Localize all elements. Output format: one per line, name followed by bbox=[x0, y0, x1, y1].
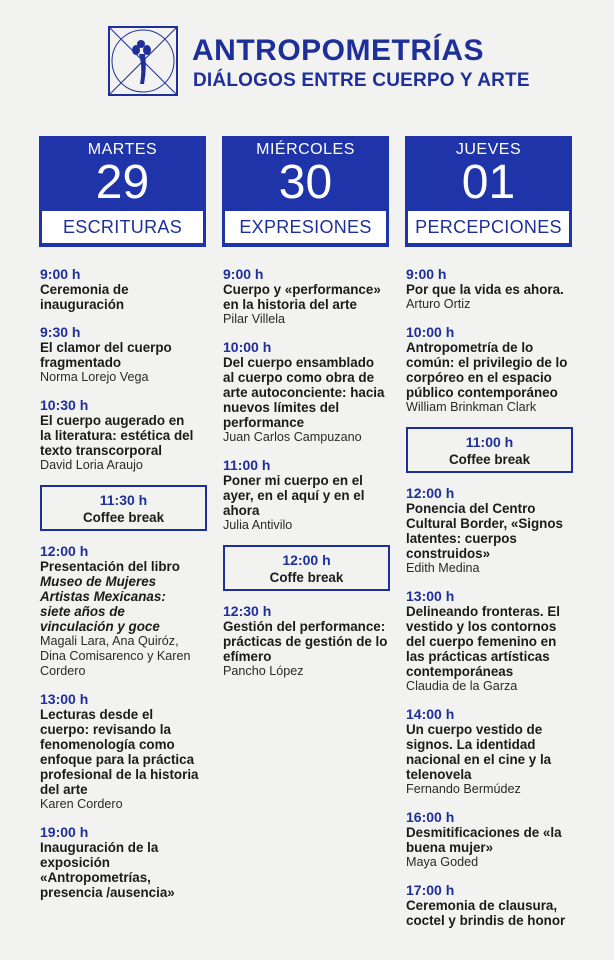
event-title: Lecturas desde el cuerpo: revisando la fenomenología como enfoque para la práctica profesional de la historia del arte bbox=[40, 707, 199, 797]
event-speaker: Pancho López bbox=[223, 664, 304, 678]
event-time: 13:00 h bbox=[406, 588, 455, 604]
event-time: 11:00 h bbox=[223, 457, 271, 473]
day-header-wednesday bbox=[222, 136, 389, 247]
event-time: 9:00 h bbox=[406, 266, 447, 282]
coffee-break-box bbox=[406, 427, 573, 473]
break-label: Coffee break bbox=[448, 452, 531, 467]
event-time: 9:00 h bbox=[40, 266, 81, 282]
event-title: Cuerpo y «performance» en la historia del arte bbox=[223, 282, 381, 312]
break-label: Coffe break bbox=[269, 570, 344, 585]
vitruvian-figure-icon bbox=[110, 28, 176, 94]
event-speaker: Edith Medina bbox=[406, 561, 480, 575]
day-theme: PERCEPCIONES bbox=[408, 211, 569, 243]
schedule-item bbox=[40, 324, 208, 385]
event-time: 10:30 h bbox=[40, 397, 89, 413]
event-time: 12:00 h bbox=[406, 485, 455, 501]
book-title: Museo de Mujeres Artistas Mexicanas: siete años de vinculación y goce bbox=[40, 574, 166, 634]
day-theme: EXPRESIONES bbox=[225, 211, 386, 243]
event-time: 12:00 h bbox=[40, 543, 89, 559]
event-speaker: Karen Cordero bbox=[40, 797, 123, 811]
event-speaker: Norma Lorejo Vega bbox=[40, 370, 149, 384]
event-speaker: Julia Antivilo bbox=[223, 518, 293, 532]
event-time: 12:30 h bbox=[223, 603, 272, 619]
event-speaker: Maya Goded bbox=[406, 855, 479, 869]
event-time: 9:30 h bbox=[40, 324, 81, 340]
event-time: 13:00 h bbox=[40, 691, 89, 707]
schedule-column-thursday bbox=[406, 266, 574, 940]
break-time: 11:00 h bbox=[465, 434, 514, 450]
event-speaker: Claudia de la Garza bbox=[406, 679, 518, 693]
event-speaker: David Loria Araujo bbox=[40, 458, 143, 472]
schedule-item bbox=[40, 824, 208, 900]
schedule-item bbox=[406, 809, 574, 870]
event-title: Un cuerpo vestido de signos. La identidad nacional en el cine y la telenovela bbox=[406, 722, 552, 782]
event-speaker: Fernando Bermúdez bbox=[406, 782, 521, 796]
schedule-item bbox=[40, 691, 208, 812]
event-time: 19:00 h bbox=[40, 824, 89, 840]
day-name: JUEVES bbox=[455, 141, 522, 158]
day-number: 30 bbox=[278, 156, 333, 209]
event-speaker: Juan Carlos Campuzano bbox=[223, 430, 362, 444]
schedule-column-wednesday bbox=[223, 266, 391, 691]
logo bbox=[108, 26, 178, 96]
event-speaker: Arturo Ortiz bbox=[406, 297, 471, 311]
day-number: 29 bbox=[95, 156, 150, 209]
day-name: MIÉRCOLES bbox=[256, 141, 355, 158]
schedule-column-tuesday bbox=[40, 266, 208, 912]
event-speaker: William Brinkman Clark bbox=[406, 400, 537, 414]
schedule-item bbox=[406, 588, 574, 694]
event-title: El clamor del cuerpo fragmentado bbox=[40, 340, 172, 370]
event-title: Ceremonia de clausura, coctel y brindis de honor bbox=[406, 898, 566, 928]
event-title: Por que la vida es ahora. bbox=[406, 282, 564, 297]
event-time: 10:00 h bbox=[406, 324, 455, 340]
event-time: 17:00 h bbox=[406, 882, 455, 898]
event-header bbox=[108, 26, 588, 100]
break-label: Coffee break bbox=[82, 510, 165, 525]
event-title: El cuerpo augerado en la literatura: estética del texto transcorporal bbox=[40, 413, 194, 458]
schedule-item bbox=[223, 603, 391, 679]
page-subtitle: DIÁLOGOS ENTRE CUERPO Y ARTE bbox=[193, 70, 530, 91]
schedule-item bbox=[406, 266, 574, 312]
page-title: ANTROPOMETRÍAS bbox=[192, 34, 484, 67]
schedule-item bbox=[406, 706, 574, 797]
event-title: Desmitificaciones de «la buena mujer» bbox=[406, 825, 562, 855]
day-name: MARTES bbox=[87, 141, 158, 158]
event-speaker: Pilar Villela bbox=[223, 312, 286, 326]
event-title: Ponencia del Centro Cultural Border, «Signos latentes: cuerpos construidos» bbox=[406, 501, 563, 561]
schedule-item bbox=[406, 485, 574, 576]
event-title: Poner mi cuerpo en el ayer, en el aquí y en el ahora bbox=[223, 473, 365, 518]
event-title: Ceremonia de inauguración bbox=[40, 282, 129, 312]
schedule-item bbox=[40, 266, 208, 312]
schedule-item bbox=[406, 882, 574, 928]
day-header-tuesday bbox=[39, 136, 206, 247]
schedule-item bbox=[40, 397, 208, 473]
event-title: Antropometría de lo común: el privilegio de lo corpóreo en el espacio público contemporáneo bbox=[406, 340, 568, 400]
book-presentation-label: Presentación del libro bbox=[40, 559, 180, 574]
schedule-item bbox=[223, 339, 391, 445]
event-title: Delineando fronteras. El vestido y los contornos del cuerpo femenino en las prácticas artísticas contemporáneas bbox=[406, 604, 561, 679]
event-speaker: Magali Lara, Ana Quiróz, Dina Comisarenco y Karen Cordero bbox=[40, 634, 191, 678]
event-time: 9:00 h bbox=[223, 266, 264, 282]
day-header-thursday bbox=[405, 136, 572, 247]
schedule-item bbox=[223, 457, 391, 533]
event-title bbox=[40, 559, 190, 634]
coffee-break-box bbox=[223, 545, 390, 591]
schedule-item bbox=[223, 266, 391, 327]
day-theme: ESCRITURAS bbox=[42, 211, 203, 243]
event-title: Inauguración de la exposición «Antropometrías, presencia /ausencia» bbox=[40, 840, 175, 900]
event-title: Gestión del performance: prácticas de gestión de lo efímero bbox=[223, 619, 388, 664]
event-time: 10:00 h bbox=[223, 339, 272, 355]
schedule-item bbox=[40, 543, 208, 679]
event-time: 14:00 h bbox=[406, 706, 455, 722]
schedule-item bbox=[406, 324, 574, 415]
coffee-break-box bbox=[40, 485, 207, 531]
break-time: 11:30 h bbox=[99, 492, 148, 508]
break-time: 12:00 h bbox=[282, 552, 331, 568]
day-number: 01 bbox=[461, 156, 516, 209]
event-time: 16:00 h bbox=[406, 809, 455, 825]
event-title: Del cuerpo ensamblado al cuerpo como obra de arte autoconciente: hacia nuevos límites del performance bbox=[223, 355, 385, 430]
